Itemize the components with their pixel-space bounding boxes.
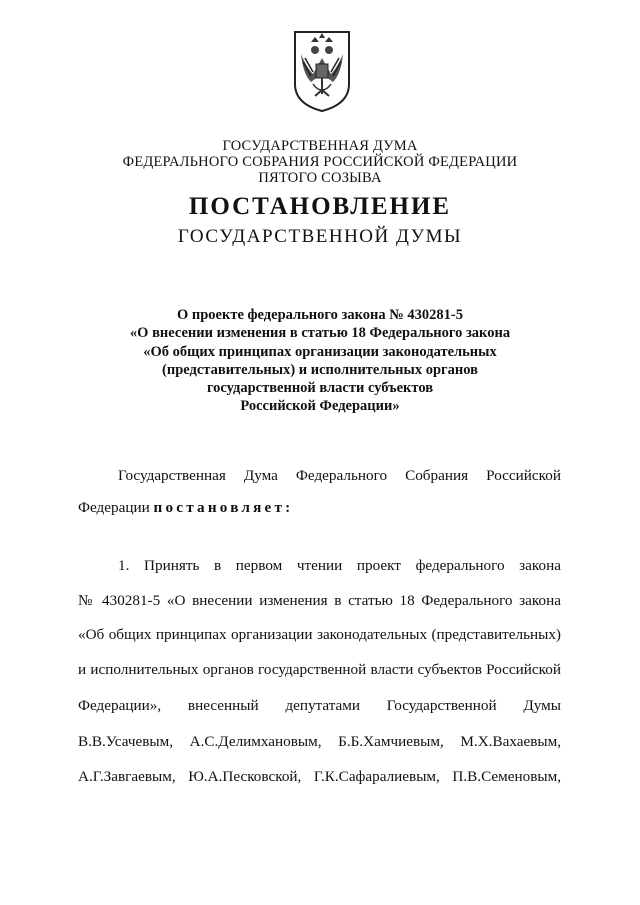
header-line-duma: ГОСУДАРСТВЕННАЯ ДУМА [222,138,418,154]
preamble-decision-line [78,499,561,517]
header-line-convocation: ПЯТОГО СОЗЫВА [258,170,382,186]
header-line-assembly: ФЕДЕРАЛЬНОГО СОБРАНИЯ РОССИЙСКОЙ ФЕДЕРАЦИИ [122,154,518,170]
preamble-prefix: Федерации [78,499,150,516]
paragraph-line: № 430281-5 «О внесении изменения в статью 18 Федерального закона [78,592,561,609]
decides-word: постановляет: [153,499,294,516]
subject-line: О проекте федерального закона № 430281-5 [176,307,464,323]
subject-block [0,306,640,416]
paragraph-line: и исполнительных органов государственной власти субъектов Российской [78,661,561,678]
subject-line: (представительных) и исполнительных органов [162,361,478,378]
subject-line: «О внесении изменения в статью 18 Федерального закона [129,325,511,342]
document-title: ПОСТАНОВЛЕНИЕ [188,193,452,220]
document-subtitle: ГОСУДАРСТВЕННОЙ ДУМЫ [177,226,463,247]
paragraph-line: В.В.Усачевым, А.С.Делимхановым, Б.Б.Хамчиевым, М.Х.Вахаевым, [78,733,561,750]
coat-of-arms-emblem [291,28,353,114]
issuer-header [0,138,640,186]
preamble-line: Государственная Дума Федерального Собрания Российской [118,467,561,484]
paragraph-line: Федерации», внесенный депутатами Государственной Думы [78,697,561,714]
paragraph-line: «Об общих принципах организации законодательных (представительных) [78,626,561,643]
paragraph-line: 1. Принять в первом чтении проект федерального закона [118,557,561,574]
subject-line: государственной власти субъектов [206,380,434,397]
subject-line: Российской Федерации» [240,398,400,415]
subject-line: «Об общих принципах организации законодательных [143,343,497,360]
paragraph-line: А.Г.Завгаевым, Ю.А.Песковской, Г.К.Сафаралиевым, П.В.Семеновым, [78,768,561,785]
